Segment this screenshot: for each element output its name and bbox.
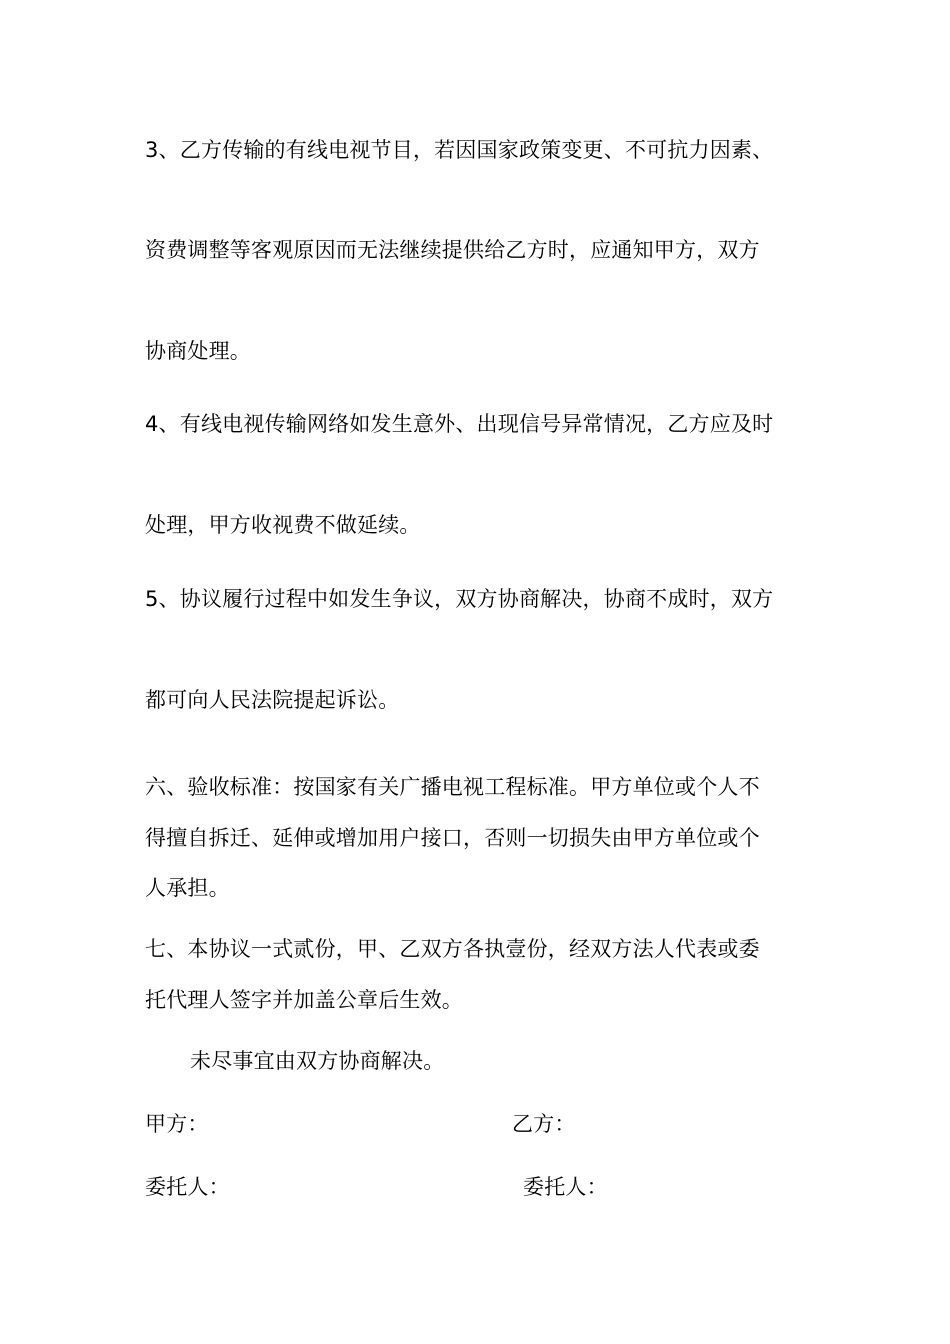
clause-3-line-2: 资费调整等客观原因而无法继续提供给乙方时，应通知甲方，双方: [145, 238, 760, 262]
agent-b-signature-label: 委托人：: [523, 1175, 608, 1199]
party-b-signature-label: 乙方：: [512, 1112, 576, 1136]
section-7-line-2: 托代理人签字并加盖公章后生效。: [145, 988, 463, 1012]
clause-3-line-3: 协商处理。: [145, 339, 251, 363]
section-6-line-1: 六、验收标准：按国家有关广播电视工程标准。甲方单位或个人不: [145, 775, 760, 799]
agent-a-signature-label: 委托人：: [145, 1175, 230, 1199]
clause-3-line-1: 3、乙方传输的有线电视节目，若因国家政策变更、不可抗力因素、: [145, 138, 774, 162]
closing-statement: 未尽事宜由双方协商解决。: [190, 1049, 445, 1073]
clause-4-line-2: 处理，甲方收视费不做延续。: [145, 513, 421, 537]
section-6-line-3: 人承担。: [145, 876, 230, 900]
clause-5-line-2: 都可向人民法院提起诉讼。: [145, 688, 400, 712]
party-a-signature-label: 甲方：: [145, 1112, 209, 1136]
clause-4-line-1: 4、有线电视传输网络如发生意外、出现信号异常情况，乙方应及时: [145, 412, 774, 436]
clause-5-line-1: 5、协议履行过程中如发生争议，双方协商解决，协商不成时，双方: [145, 587, 774, 611]
section-6-line-2: 得擅自拆迁、延伸或增加用户接口，否则一切损失由甲方单位或个: [145, 826, 760, 850]
section-7-line-1: 七、本协议一式贰份，甲、乙双方各执壹份，经双方法人代表或委: [145, 937, 760, 961]
